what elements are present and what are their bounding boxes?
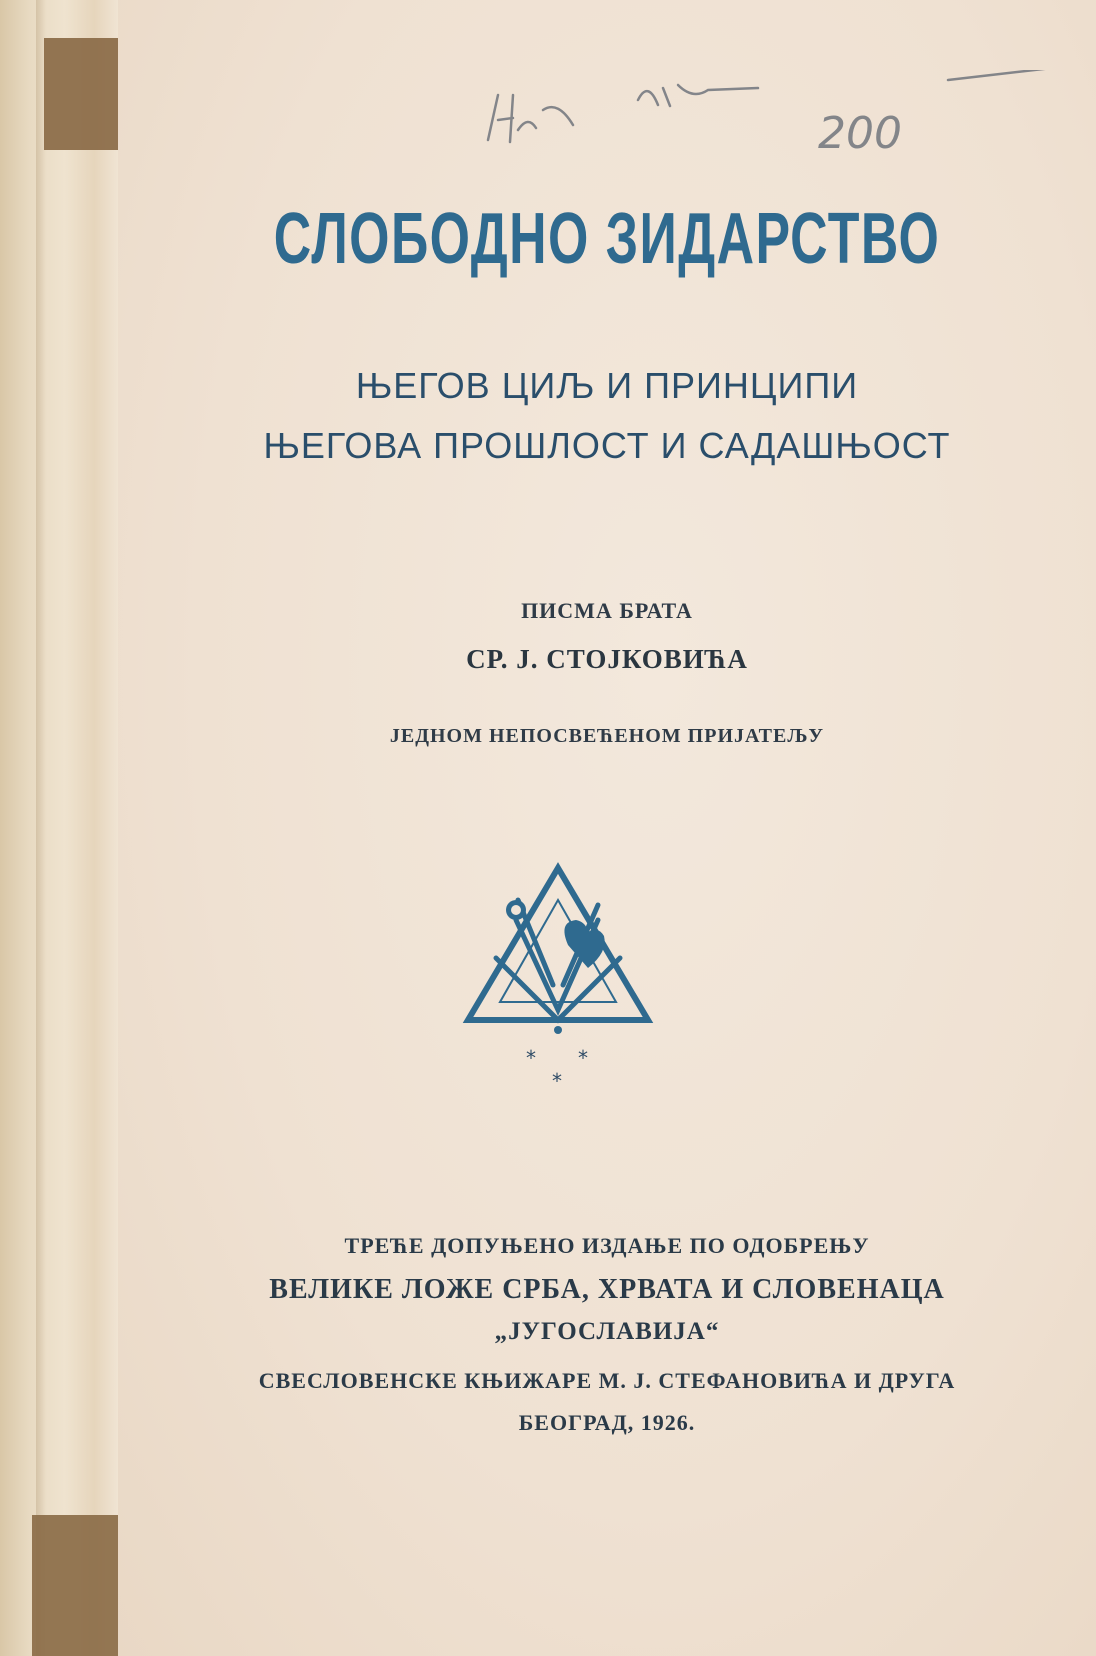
spine-shadow bbox=[36, 0, 46, 1656]
svg-text:*: * bbox=[526, 1046, 536, 1070]
dedication: ЈЕДНОМ НЕПОСВЕЋЕНОМ ПРИЈАТЕЉУ bbox=[389, 725, 825, 747]
book-title: СЛОБОДНО ЗИДАРСТВО bbox=[273, 199, 941, 279]
author-name: СР. Ј. СТОЈКОВИЋА bbox=[466, 644, 748, 674]
handwritten-note bbox=[118, 70, 1096, 190]
book-spine bbox=[0, 0, 120, 1656]
masonic-square-compass-triangle-icon bbox=[458, 860, 658, 1100]
title-page bbox=[118, 0, 1096, 1656]
publisher-line: СВЕСЛОВЕНСКЕ КЊИЖАРЕ М. Ј. СТЕФАНОВИЋА И ДРУГА bbox=[258, 1368, 956, 1393]
svg-text:*: * bbox=[578, 1046, 588, 1070]
letters-by-label: ПИСМА БРАТА bbox=[521, 598, 693, 623]
svg-text:*: * bbox=[552, 1069, 562, 1093]
lodge-name: „ЈУГОСЛАВИЈА“ bbox=[494, 1318, 720, 1345]
handwritten-number: 200 bbox=[818, 108, 902, 159]
edition-line: ТРЕЋЕ ДОПУЊЕНО ИЗДАЊЕ ПО ОДОБРЕЊУ bbox=[344, 1233, 870, 1258]
place-year: БЕОГРАД, 1926. bbox=[518, 1410, 696, 1435]
subtitle-line-1: ЊЕГОВ ЦИЉ И ПРИНЦИПИ bbox=[355, 365, 859, 406]
subtitle-line-2: ЊЕГОВА ПРОШЛОСТ И САДАШЊОСТ bbox=[263, 425, 951, 466]
lodge-line: ВЕЛИКЕ ЛОЖЕ СРБА, ХРВАТА И СЛОВЕНАЦА bbox=[269, 1274, 945, 1305]
